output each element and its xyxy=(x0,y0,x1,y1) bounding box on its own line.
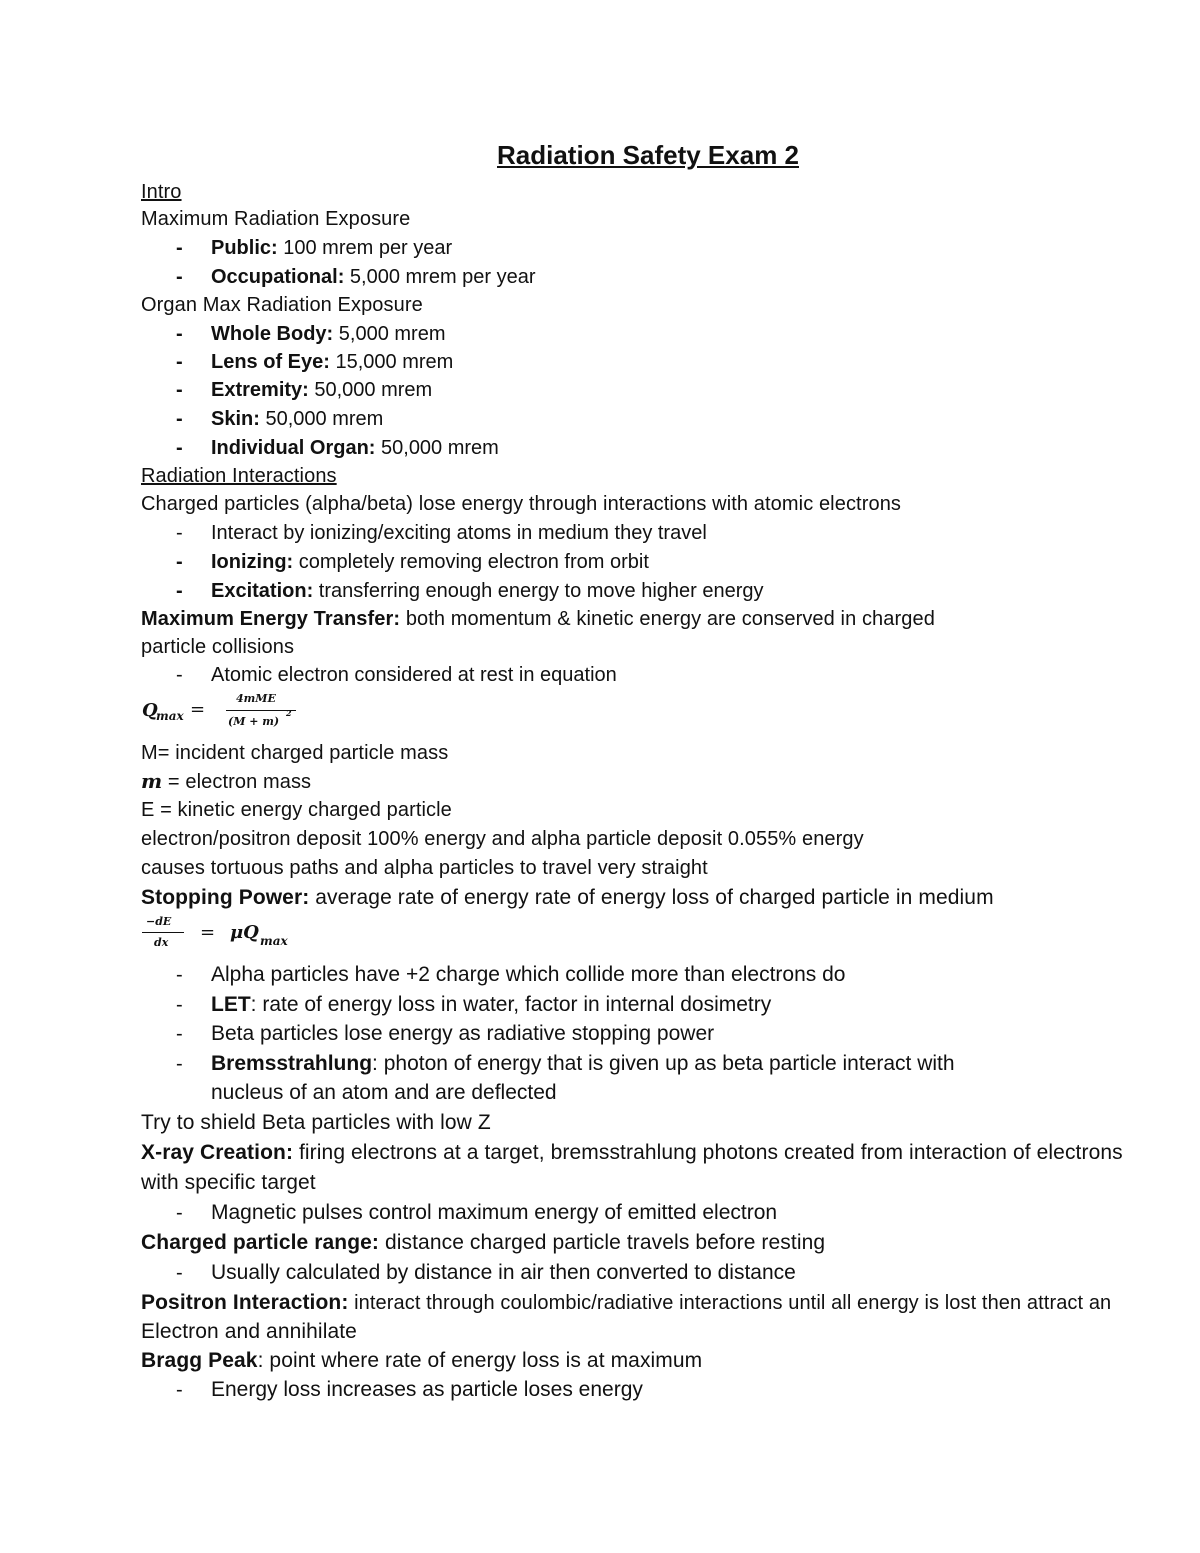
paragraph: X-ray Creation: firing electrons at a target, bremsstrahlung photons created from interaction of electrons xyxy=(141,1141,1123,1164)
paragraph: Charged particles (alpha/beta) lose energy through interactions with atomic electrons xyxy=(141,493,902,515)
page-title: Radiation Safety Exam 2 xyxy=(497,140,799,170)
bullet-marker: - xyxy=(176,1262,183,1284)
bullet-marker: - xyxy=(176,408,183,430)
paragraph: Charged particle range: distance charged particle travels before resting xyxy=(141,1231,826,1254)
paragraph: Positron Interaction: interact through coulombic/radiative interactions until all energy is lost then attract an xyxy=(141,1291,1112,1314)
paragraph: E = kinetic energy charged particle xyxy=(141,799,452,821)
stopping-power-equation: −dE dx = μQ max xyxy=(142,914,312,956)
bullet-marker: - xyxy=(176,379,183,401)
interactions-heading: Radiation Interactions xyxy=(141,465,337,487)
paragraph: Bragg Peak: point where rate of energy loss is at maximum xyxy=(141,1349,703,1372)
list-item: Interact by ionizing/exciting atoms in medium they travel xyxy=(211,522,707,544)
bullet-marker: - xyxy=(176,437,183,459)
list-item: Whole Body: 5,000 mrem xyxy=(211,323,446,345)
list-item: Usually calculated by distance in air then converted to distance xyxy=(211,1261,796,1284)
list-item: Atomic electron considered at rest in equation xyxy=(211,664,617,686)
list-item: Ionizing: completely removing electron from orbit xyxy=(211,551,649,573)
fraction-bar xyxy=(142,932,184,933)
list-item: Individual Organ: 50,000 mrem xyxy=(211,437,499,459)
bullet-marker: - xyxy=(176,237,183,259)
bullet-marker: - xyxy=(176,1202,183,1224)
list-item: Skin: 50,000 mrem xyxy=(211,408,384,430)
list-item: Alpha particles have +2 charge which collide more than electrons do xyxy=(211,963,846,986)
bullet-marker: - xyxy=(176,664,183,686)
paragraph: m = electron mass xyxy=(141,769,312,793)
paragraph: electron/positron deposit 100% energy and alpha particle deposit 0.055% energy xyxy=(141,828,864,850)
bullet-marker: - xyxy=(176,266,183,288)
intro-heading: Intro xyxy=(141,181,182,203)
paragraph: with specific target xyxy=(141,1171,316,1194)
list-item: Energy loss increases as particle loses energy xyxy=(211,1378,643,1401)
list-item: Public: 100 mrem per year xyxy=(211,237,453,259)
paragraph: causes tortuous paths and alpha particles to travel very straight xyxy=(141,857,708,879)
organ-exposure-heading: Organ Max Radiation Exposure xyxy=(141,294,423,316)
bullet-marker: - xyxy=(176,351,183,373)
max-exposure-heading: Maximum Radiation Exposure xyxy=(141,208,411,230)
paragraph: Try to shield Beta particles with low Z xyxy=(141,1111,491,1134)
bullet-marker: - xyxy=(176,994,183,1016)
bullet-marker: - xyxy=(176,323,183,345)
paragraph: M= incident charged particle mass xyxy=(141,742,449,764)
list-item: LET: rate of energy loss in water, factor in internal dosimetry xyxy=(211,993,772,1016)
bullet-marker: - xyxy=(176,551,183,573)
paragraph: particle collisions xyxy=(141,636,295,658)
list-item: Lens of Eye: 15,000 mrem xyxy=(211,351,454,373)
list-item: Beta particles lose energy as radiative stopping power xyxy=(211,1022,715,1045)
list-item: Occupational: 5,000 mrem per year xyxy=(211,266,536,288)
bullet-marker: - xyxy=(176,1053,183,1075)
bullet-marker: - xyxy=(176,1023,183,1045)
bullet-marker: - xyxy=(176,522,183,544)
list-item: Magnetic pulses control maximum energy of emitted electron xyxy=(211,1201,778,1224)
bullet-marker: - xyxy=(176,1379,183,1401)
list-item-continuation: nucleus of an atom and are deflected xyxy=(211,1081,557,1104)
bullet-marker: - xyxy=(176,580,183,602)
qmax-equation: Q max = 4mME (M + m) 2 xyxy=(142,690,312,738)
paragraph: Stopping Power: average rate of energy rate of energy loss of charged particle in medium xyxy=(141,886,994,909)
paragraph: Electron and annihilate xyxy=(141,1320,357,1343)
list-item: Excitation: transferring enough energy to move higher energy xyxy=(211,580,764,602)
list-item: Extremity: 50,000 mrem xyxy=(211,379,433,401)
paragraph: Maximum Energy Transfer: both momentum & kinetic energy are conserved in charged xyxy=(141,608,935,630)
list-item: Bremsstrahlung: photon of energy that is given up as beta particle interact with xyxy=(211,1052,955,1075)
bullet-marker: - xyxy=(176,964,183,986)
